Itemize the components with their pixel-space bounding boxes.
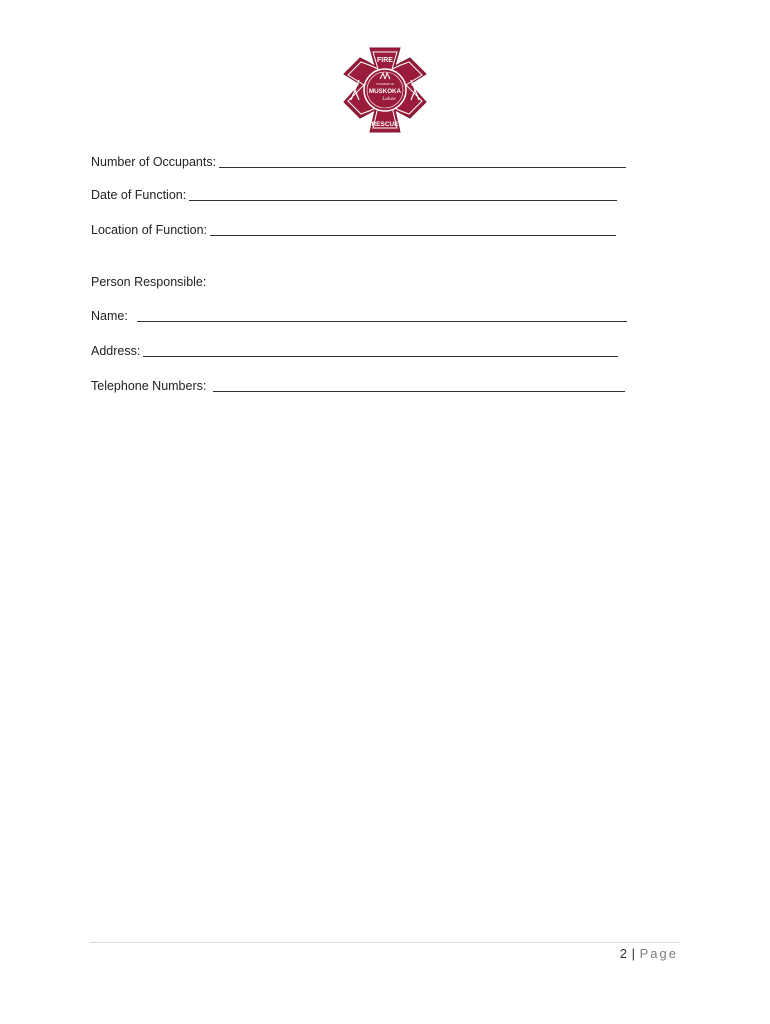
page-word: Page	[639, 946, 678, 961]
address-blank[interactable]	[143, 344, 618, 357]
name-blank[interactable]	[137, 309, 627, 322]
location-label: Location of Function:	[91, 223, 208, 237]
address-field	[91, 343, 618, 359]
logo-bottom-text: RESCUE	[371, 121, 399, 128]
logo-script-text: Lakes	[382, 97, 396, 102]
responsible-label: Person Responsible:	[91, 275, 207, 289]
date-label: Date of Function:	[91, 188, 187, 202]
logo-small-text: TOWNSHIP OF	[375, 83, 395, 86]
footer-divider	[90, 942, 680, 943]
occupants-field	[91, 154, 626, 170]
telephone-field	[91, 378, 625, 394]
name-field	[91, 308, 627, 324]
address-label: Address:	[91, 344, 141, 358]
logo-top-text: FIRE	[377, 57, 393, 64]
page-number-separator: |	[631, 946, 636, 961]
name-label: Name:	[91, 309, 128, 323]
page-number	[620, 946, 678, 961]
occupants-label: Number of Occupants:	[91, 155, 217, 169]
page-number-value: 2	[619, 946, 628, 961]
maltese-cross-badge-icon	[340, 44, 430, 136]
telephone-label: Telephone Numbers:	[91, 379, 207, 393]
logo-middle-text: MUSKOKA	[369, 88, 401, 95]
fire-rescue-logo	[340, 44, 430, 136]
location-field	[91, 222, 616, 238]
occupants-blank[interactable]	[219, 155, 626, 168]
responsible-heading	[91, 274, 209, 290]
telephone-blank[interactable]	[213, 379, 625, 392]
location-blank[interactable]	[210, 223, 616, 236]
date-field	[91, 187, 617, 203]
date-blank[interactable]	[189, 188, 617, 201]
